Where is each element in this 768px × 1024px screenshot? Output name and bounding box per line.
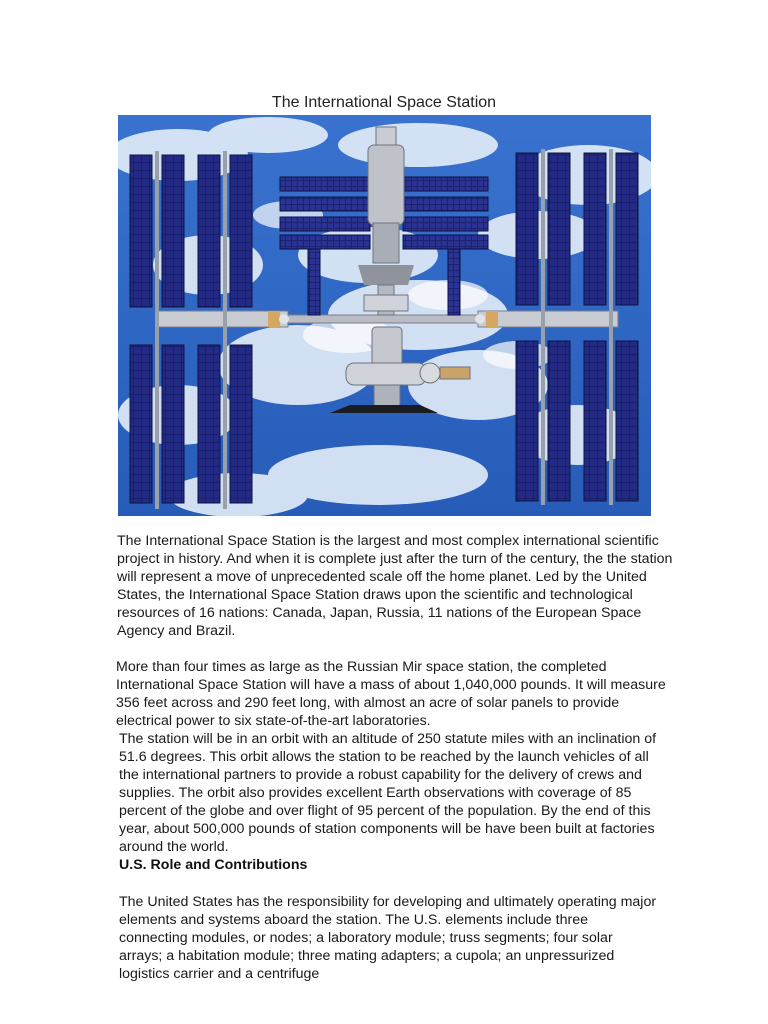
space-station-image bbox=[118, 115, 651, 516]
paragraph-orbit: The station will be in an orbit with an altitude of 250 statute miles with an inclination of 51.6 degrees. This orbit allows the station to be reached by the launch vehicles of all the international partners to provide a robust capability for the delivery of crews and supplies. The orbit also provides excellent Earth observations with coverage of 85 percent of the globe and over flight of 95 percent of the population. By the end of this year, about 500,000 pounds of station components will be have been built at factories around the world. bbox=[119, 731, 657, 855]
paragraph-intro: The International Space Station is the largest and most complex international scientific project in history. And when it is complete just after the turn of the century, the the station will represent a move of unprecedented scale off the home planet. Led by the United States, the International Space Station draws upon the scientific and technological resources of 16 nations: Canada, Japan, Russia, 11 nations of the European Space Agency and Brazil. bbox=[117, 533, 673, 639]
paragraph-size: More than four times as large as the Russian Mir space station, the completed International Space Station will have a mass of about 1,040,000 pounds. It will measure 356 feet across and 290 feet long, with almost an acre of solar panels to provide electrical power to six state-of-the-art laboratories. bbox=[116, 659, 666, 729]
section-heading: U.S. Role and Contributions bbox=[119, 857, 308, 873]
paragraph-us-role: The United States has the responsibility for developing and ultimately operating major elements and systems aboard the station. The U.S. elements include three connecting modules, or nodes; a laboratory module; truss segments; four solar arrays; a habitation module; three mating adapters; a cupola; an unpressurized logistics carrier and a centrifuge bbox=[119, 894, 657, 982]
document-title: The International Space Station bbox=[271, 94, 497, 111]
